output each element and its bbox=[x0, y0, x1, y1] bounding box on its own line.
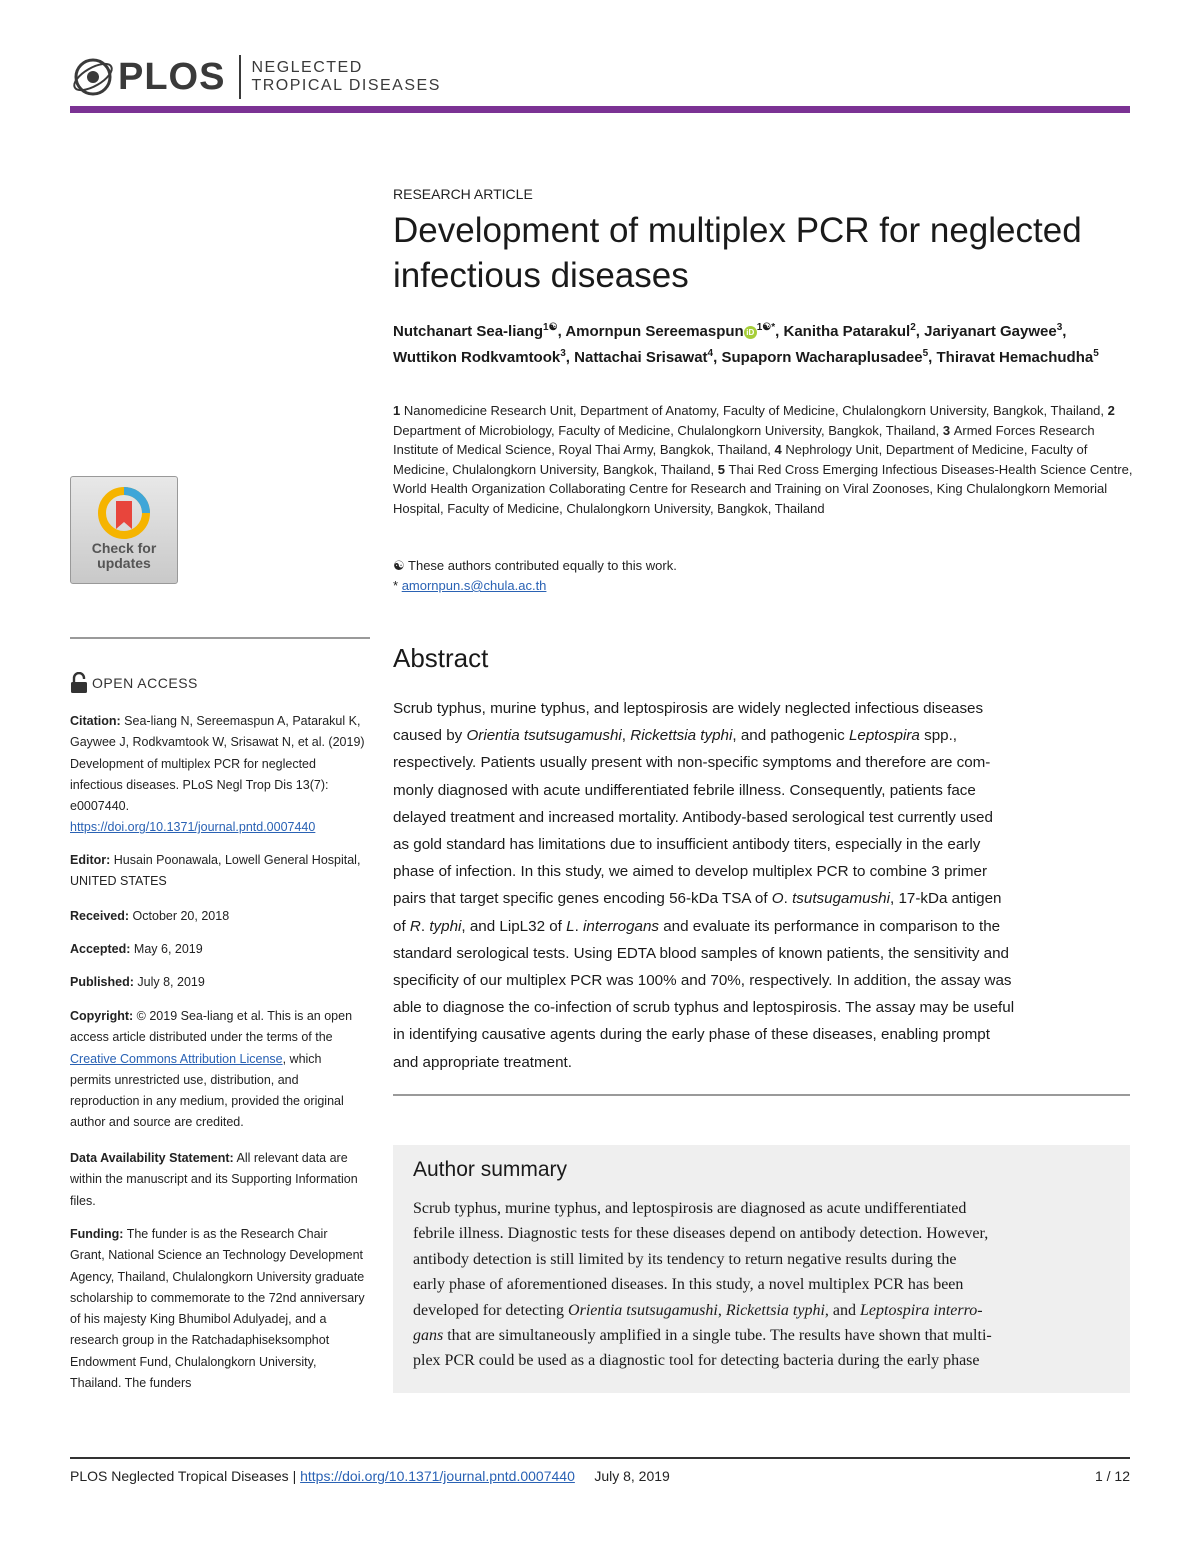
author-summary-body bbox=[413, 1196, 1113, 1374]
plos-emblem-icon bbox=[70, 54, 116, 100]
published-date bbox=[70, 972, 365, 993]
affiliation-number: 1 bbox=[393, 403, 404, 418]
editor-label: Editor: bbox=[70, 853, 111, 867]
citation-label: Citation: bbox=[70, 714, 121, 728]
affiliations bbox=[393, 401, 1133, 519]
affiliation-number: 3 bbox=[942, 422, 954, 438]
accepted-date bbox=[70, 939, 365, 960]
author-name: Nattachai Srisawat bbox=[574, 349, 708, 366]
editor-text: Husain Poonawala, Lowell General Hospital, UNITED STATES bbox=[70, 853, 361, 889]
plos-logo[interactable] bbox=[70, 52, 441, 102]
check-for-updates-button[interactable] bbox=[70, 476, 178, 584]
affiliation-number: 2 bbox=[1107, 403, 1115, 418]
accepted-text: May 6, 2019 bbox=[133, 942, 203, 956]
page-number: 1 / 12 bbox=[1094, 1468, 1130, 1484]
summary-line: gans that are simultaneously amplified in a single tube. The results have shown that multi- bbox=[413, 1327, 992, 1345]
funding-label: Funding: bbox=[70, 1227, 124, 1241]
logo-divider bbox=[239, 55, 241, 99]
abstract-line: standard serological tests. Using EDTA blood samples of known patients, the sensitivity and bbox=[393, 944, 1009, 962]
author-affiliation-marker: 5 bbox=[922, 348, 929, 359]
summary-line: febrile illness. Diagnostic tests for these diseases depend on antibody detection. However, bbox=[413, 1225, 989, 1243]
author-name: Supaporn Wacharaplusadee bbox=[721, 349, 923, 366]
affiliation-number: 5 bbox=[717, 461, 729, 477]
sidebar-divider bbox=[70, 637, 370, 639]
article-type: RESEARCH ARTICLE bbox=[393, 186, 533, 202]
author-name: Jariyanart Gaywee bbox=[924, 323, 1057, 340]
author-summary-heading: Author summary bbox=[413, 1158, 568, 1181]
published-label: Published: bbox=[70, 975, 134, 989]
abstract-body bbox=[393, 695, 1133, 1076]
header-rule bbox=[70, 106, 1130, 113]
publisher-name: PLOS bbox=[118, 55, 226, 98]
footer-date: July 8, 2019 bbox=[594, 1468, 670, 1484]
corresponding-email-link[interactable]: amornpun.s@chula.ac.th bbox=[401, 578, 547, 593]
footer-doi-link[interactable]: https://doi.org/10.1371/journal.pntd.0007440 bbox=[300, 1468, 575, 1484]
data-availability-text: All relevant data are within the manuscript and its Supporting Information files. bbox=[70, 1151, 358, 1208]
published-text: July 8, 2019 bbox=[137, 975, 205, 989]
funding bbox=[70, 1224, 365, 1394]
received-label: Received: bbox=[70, 909, 130, 923]
open-access-label bbox=[70, 672, 198, 694]
author-affiliation-marker: 2 bbox=[910, 322, 916, 333]
affiliation-text: Thai Red Cross Emerging Infectious Diseases-Health Science Centre, World Health Organization Collaborating Centre for Research and Training on Viral Zoonoses, King Chulalongkorn Memorial Hospital, Faculty of Medicine, Chulalongkorn University, Bangkok, Thailand bbox=[393, 461, 1133, 516]
abstract-line: specificity of our multiplex PCR was 100% and 70%, respectively. In addition, the assay was bbox=[393, 972, 1012, 990]
summary-line: antibody detection is still limited by its tendency to return negative results during the bbox=[413, 1250, 957, 1268]
author-name: Kanitha Patarakul bbox=[783, 323, 911, 340]
abstract-line: in identifying causative agents during the early phase of these diseases, enabling prompt bbox=[393, 1026, 990, 1044]
copyright bbox=[70, 1006, 365, 1134]
footer-separator: | bbox=[292, 1468, 297, 1484]
abstract-line: delayed treatment and increased mortality. Antibody-based serological test currently used bbox=[393, 808, 993, 826]
abstract-line: pairs that target specific genes encoding 56-kDa TSA of O. tsutsugamushi, 17-kDa antigen bbox=[393, 890, 1002, 908]
open-access-text: OPEN ACCESS bbox=[92, 675, 198, 691]
author-list: Nutchanart Sea-liang$^{1☯}$, Amornpun Sereemaspun iD $^{1☯*}$, Kanitha Patarakul$^2$, Jariyanart Gaywee$^3$, Wuttikon Rodkvamtook$^3$, Nattachai Srisawat$^4$, Supaporn Wacharaplusadee$^5$, Thiravat Hemachudha$^5$ bbox=[393, 322, 1099, 366]
author-affiliation-marker: 4 bbox=[707, 348, 714, 359]
copyright-label: Copyright: bbox=[70, 1009, 134, 1023]
funding-text: The funder is as the Research Chair Grant, National Science an Technology Development Agency, Thailand, Chulalongkorn University graduate scholarship to commemorate to the 72nd anniversary of his majesty King Bhumibol Adulyadej, and a research group in the Ratchadaphiseksomphot Endowment Fund, Chulalongkorn University, Thailand. The funders bbox=[70, 1227, 365, 1391]
data-availability-label: Data Availability Statement: bbox=[70, 1151, 234, 1165]
abstract-line: able to diagnose the co-infection of scrub typhus and leptospirosis. The assay may be useful bbox=[393, 999, 1015, 1017]
author-affiliation-marker: 1☯ bbox=[543, 322, 558, 333]
author-name: Nutchanart Sea-liang bbox=[393, 323, 544, 340]
citation bbox=[70, 711, 365, 839]
author-affiliation-marker: 3 bbox=[1056, 322, 1063, 333]
abstract-heading: Abstract bbox=[393, 643, 489, 673]
check-for-updates-line2: updates bbox=[97, 555, 151, 571]
accepted-label: Accepted: bbox=[70, 942, 131, 956]
affiliation-text: Armed Forces Research Institute of Medical Science, Royal Thai Army, Bangkok, Thailand, bbox=[393, 422, 1095, 458]
citation-text: Sea-liang N, Sereemaspun A, Patarakul K, Gaywee J, Rodkvamtook W, Srisawat N, et al. (2019) Development of multiplex PCR for neglected infectious diseases. PLoS Negl Trop Dis 13(7): e0007440. bbox=[70, 714, 365, 814]
footer-journal: PLOS Neglected Tropical Diseases bbox=[70, 1468, 289, 1484]
author-affiliation-marker: 5 bbox=[1093, 348, 1099, 359]
author-affiliation-marker: 3 bbox=[560, 348, 566, 359]
abstract-line: phase of infection. In this study, we aimed to develop multiplex PCR to combine 3 primer bbox=[393, 863, 988, 881]
journal-name bbox=[251, 59, 440, 95]
affiliation-number: 4 bbox=[774, 442, 786, 458]
license-link[interactable]: Creative Commons Attribution License bbox=[70, 1051, 283, 1066]
check-for-updates-icon bbox=[96, 485, 152, 541]
summary-line: early phase of aforementioned diseases. In this study, a novel multiplex PCR has been bbox=[413, 1276, 964, 1294]
equal-contribution-note: ☯ These authors contributed equally to this work. bbox=[393, 558, 677, 573]
affiliation-text: Nanomedicine Research Unit, Department of Anatomy, Faculty of Medicine, Chulalongkorn University, Bangkok, Thailand, bbox=[403, 403, 1108, 418]
citation-doi-link[interactable]: https://doi.org/10.1371/journal.pntd.0007440 bbox=[70, 820, 316, 835]
author-name: Wuttikon Rodkvamtook bbox=[393, 349, 561, 366]
editor bbox=[70, 850, 365, 893]
abstract-line: and appropriate treatment. bbox=[393, 1053, 572, 1071]
author-name: Amornpun Sereemaspun bbox=[565, 323, 744, 340]
footer-citation bbox=[70, 1468, 670, 1484]
received-date bbox=[70, 906, 365, 927]
article-title: Development of multiplex PCR for neglected infectious diseases bbox=[393, 211, 1082, 295]
corresponding-author bbox=[393, 578, 546, 593]
abstract-line: monly diagnosed with acute undifferentiated febrile illness. Consequently, patients face bbox=[393, 781, 976, 799]
copyright-text-1: © 2019 Sea-liang et al. This is an open access article distributed under the terms of the bbox=[70, 1009, 353, 1045]
abstract-line: caused by Orientia tsutsugamushi, Rickettsia typhi, and pathogenic Leptospira spp., bbox=[393, 727, 958, 745]
summary-line: plex PCR could be used as a diagnostic tool for detecting bacteria during the early phase bbox=[413, 1352, 980, 1370]
received-text: October 20, 2018 bbox=[132, 909, 230, 923]
summary-line: developed for detecting Orientia tsutsugamushi, Rickettsia typhi, and Leptospira interro- bbox=[413, 1301, 983, 1319]
copyright-text-2: , which permits unrestricted use, distribution, and reproduction in any medium, provided the original author and source are credited. bbox=[70, 1051, 344, 1130]
summary-line: Scrub typhus, murine typhus, and leptospirosis are diagnosed as acute undifferentiated bbox=[413, 1200, 967, 1217]
journal-name-line2: TROPICAL DISEASES bbox=[251, 77, 441, 94]
abstract-line: Scrub typhus, murine typhus, and leptospirosis are widely neglected infectious diseases bbox=[393, 700, 984, 717]
footer-rule bbox=[70, 1457, 1130, 1459]
orcid-icon[interactable]: iD bbox=[744, 326, 757, 339]
abstract-line: respectively. Patients usually present with non-specific symptoms and therefore are com- bbox=[393, 754, 991, 772]
author-name: Thiravat Hemachudha bbox=[936, 349, 1094, 366]
journal-name-line1: NEGLECTED bbox=[251, 59, 363, 76]
open-lock-icon bbox=[70, 672, 88, 694]
affiliation-text: Department of Microbiology, Faculty of Medicine, Chulalongkorn University, Bangkok, Thailand, bbox=[393, 422, 943, 438]
data-availability bbox=[70, 1148, 365, 1212]
abstract-line: of R. typhi, and LipL32 of L. interrogans and evaluate its performance in comparison to the bbox=[393, 917, 1001, 935]
corresponding-marker: * bbox=[393, 578, 399, 593]
author-affiliation-marker: 1☯* bbox=[756, 322, 776, 333]
abstract-line: as gold standard has limitations due to insufficient antibody titers, especially in the early bbox=[393, 836, 981, 854]
check-for-updates-line1: Check for bbox=[91, 540, 157, 556]
affiliation-text: Nephrology Unit, Department of Medicine, Faculty of Medicine, Chulalongkorn University, Bangkok, Thailand, bbox=[393, 442, 1088, 477]
abstract-divider bbox=[393, 1094, 1130, 1096]
